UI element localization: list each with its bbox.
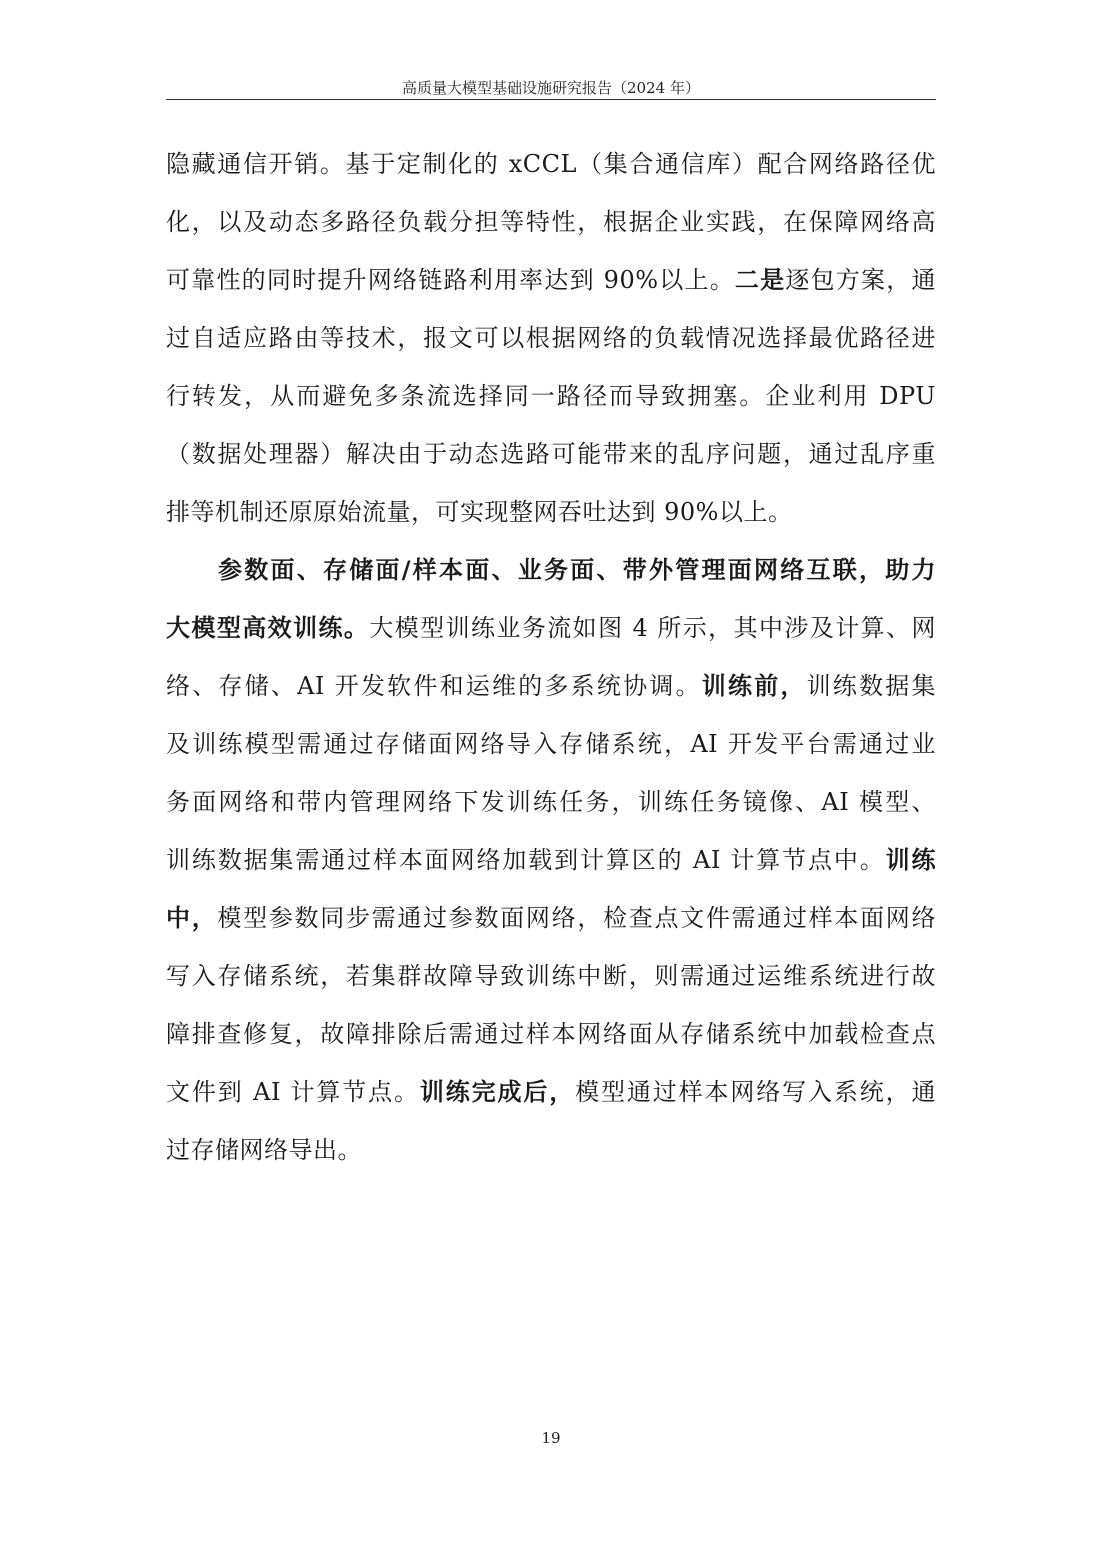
text-line: 行转发，从而避免多条流选择同一路径而导致拥塞。企业利用 DPU bbox=[166, 382, 936, 410]
paragraph-2 bbox=[166, 541, 936, 1179]
text-line: 排等机制还原原始流量，可实现整网吞吐达到 90%以上。 bbox=[166, 498, 793, 526]
text-line: 隐藏通信开销。基于定制化的 xCCL（集合通信库）配合网络路径优 bbox=[166, 150, 936, 178]
bold-run: 训练前， bbox=[701, 672, 807, 700]
text-run: 逐包方案，通 bbox=[785, 266, 936, 294]
text-line bbox=[166, 889, 936, 947]
text-line: 务面网络和带内管理网络下发训练任务，训练任务镜像、AI 模型、 bbox=[166, 788, 936, 816]
bold-run: 中， bbox=[166, 904, 218, 932]
text-run: 模型通过样本网络写入系统，通 bbox=[575, 1078, 937, 1106]
text-run: 大模型训练业务流如图 4 所示，其中涉及计算、网 bbox=[369, 614, 936, 642]
text-line: 障排查修复，故障排除后需通过样本网络面从存储系统中加载检查点 bbox=[166, 1020, 936, 1048]
text-run: 训练数据集需通过样本面网络加载到计算区的 AI 计算节点中。 bbox=[166, 846, 886, 874]
text-run: 文件到 AI 计算节点。 bbox=[166, 1078, 420, 1106]
bold-run: 大模型高效训练。 bbox=[166, 614, 370, 642]
bold-run: 二是 bbox=[734, 266, 786, 294]
text-line bbox=[166, 831, 936, 889]
text-line bbox=[166, 599, 936, 657]
text-line: （数据处理器）解决由于动态选路可能带来的乱序问题，通过乱序重 bbox=[166, 440, 936, 468]
text-line bbox=[166, 657, 936, 715]
text-line: 过自适应路由等技术，报文可以根据网络的负载情况选择最优路径进 bbox=[166, 324, 936, 352]
text-line bbox=[166, 541, 936, 599]
text-run: 络、存储、AI 开发软件和运维的多系统协调。 bbox=[166, 672, 702, 700]
header-divider bbox=[166, 99, 936, 100]
bold-run: 训练完成后， bbox=[419, 1078, 576, 1106]
text-line: 及训练模型需通过存储面网络导入存储系统，AI 开发平台需通过业 bbox=[166, 730, 936, 758]
page-number: 19 bbox=[541, 1429, 561, 1447]
text-line: 过存储网络导出。 bbox=[166, 1136, 362, 1164]
paragraph-1 bbox=[166, 135, 936, 541]
text-run: 模型参数同步需通过参数面网络，检查点文件需通过样本面网络 bbox=[217, 904, 937, 932]
text-line bbox=[166, 251, 936, 309]
page-header: 高质量大模型基础设施研究报告（2024 年） bbox=[402, 79, 700, 97]
body-text bbox=[166, 135, 936, 1179]
text-run: 训练数据集 bbox=[806, 672, 937, 700]
text-run: 可靠性的同时提升网络链路利用率达到 90%以上。 bbox=[166, 266, 735, 294]
bold-run: 参数面、存储面/样本面、业务面、带外管理面网络互联，助力 bbox=[218, 556, 936, 584]
text-line bbox=[166, 1063, 936, 1121]
text-line: 化，以及动态多路径负载分担等特性，根据企业实践，在保障网络高 bbox=[166, 208, 936, 236]
text-line: 写入存储系统，若集群故障导致训练中断，则需通过运维系统进行故 bbox=[166, 962, 936, 990]
bold-run: 训练 bbox=[885, 846, 937, 874]
